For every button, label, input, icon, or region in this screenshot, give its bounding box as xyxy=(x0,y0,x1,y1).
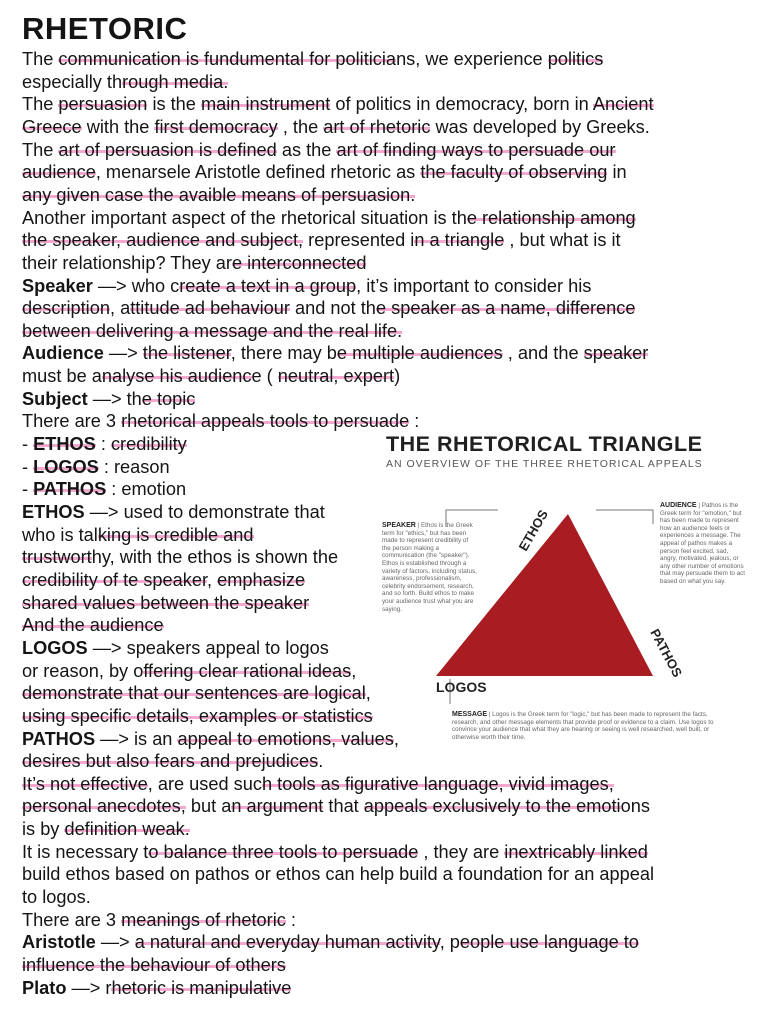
audience-description xyxy=(660,502,746,586)
highlighted-text: credibility xyxy=(110,434,187,455)
text-line xyxy=(22,705,373,727)
text-segment: - xyxy=(22,434,34,455)
text-segment: : xyxy=(409,411,420,432)
highlighted-text: inextricably linked xyxy=(504,841,648,862)
text-segment: , are used suc xyxy=(147,773,262,794)
text-segment: : reason xyxy=(98,456,170,477)
highlighted-text: rhetorical appeals tools to persuade xyxy=(121,411,410,432)
highlighted-text: e interconnected xyxy=(231,252,367,273)
bold-term: ETHOS xyxy=(22,502,85,522)
highlighted-text: ffering clear rational ideas xyxy=(143,660,352,681)
text-line xyxy=(22,682,371,704)
text-line xyxy=(22,275,591,297)
highlighted-text: It’s not effective xyxy=(22,773,148,794)
ethos-side-label: ETHOS xyxy=(515,507,551,554)
text-segment: , it’s important to consider his xyxy=(356,275,592,296)
highlighted-text: speaker xyxy=(583,343,649,364)
highlighted-text: rough media. xyxy=(122,71,229,92)
highlighted-text: Ancient xyxy=(592,94,654,115)
bold-term: Speaker xyxy=(22,275,93,296)
text-line xyxy=(22,93,654,115)
bold-term: Plato xyxy=(22,977,67,998)
highlighted-text: using specific details, examples or statistics xyxy=(22,705,373,726)
message-description xyxy=(452,711,714,741)
text-line xyxy=(22,637,329,659)
text-line xyxy=(22,863,654,885)
highlighted-text: desires but also fears and prejudices xyxy=(22,751,319,772)
highlighted-text: description xyxy=(22,298,110,319)
text-line xyxy=(22,320,402,342)
text-line xyxy=(22,886,91,908)
text-line xyxy=(22,388,195,410)
highlighted-text: o balance three tools to persuade xyxy=(148,841,419,862)
text-segment: Another important aspect of the rhetorical situation is th xyxy=(22,207,467,228)
text-line xyxy=(22,931,639,953)
highlighted-text: a natural and everyday human activity xyxy=(134,932,440,953)
text-line xyxy=(22,478,186,500)
highlighted-text: main instrument xyxy=(200,94,331,115)
text-segment: : xyxy=(285,909,296,930)
text-line xyxy=(22,297,635,319)
text-line xyxy=(22,909,296,931)
bold-term: PATHOS xyxy=(22,728,96,749)
text-segment: , xyxy=(393,728,399,749)
text-segment: hy, with the ethos is shown the xyxy=(91,547,339,568)
text-segment: The xyxy=(22,94,59,115)
highlighted-text: king is credible and xyxy=(97,524,254,545)
text-line xyxy=(22,501,325,523)
text-segment: —> th xyxy=(87,388,142,409)
highlighted-text: demonstrate that our sentences are logical xyxy=(22,683,366,704)
highlighted-text: audience xyxy=(22,162,96,183)
highlighted-text: reate a text in a group xyxy=(179,275,357,296)
audience-text: | Pathos is the Greek term for "emotion," but has been made to represent how an audience feels or experiences a message. The appeal of pathos makes a person feel excited, sad, angry, motivated, jealous, or any other number of emotions that may persuade them to act based on what you say. xyxy=(660,502,746,585)
message-heading: MESSAGE xyxy=(452,711,488,718)
bold-term: Aristotle xyxy=(22,932,96,953)
text-segment: their relationship? They ar xyxy=(22,252,232,273)
highlighted-text: trustwort xyxy=(22,547,92,568)
text-segment: - xyxy=(22,456,34,477)
speaker-heading: SPEAKER xyxy=(382,522,416,529)
pathos-side-label: PATHOS xyxy=(647,626,686,680)
text-segment: The xyxy=(22,139,59,160)
text-line xyxy=(22,71,228,93)
text-segment: who is tal xyxy=(22,524,98,545)
text-segment: : emotion xyxy=(106,479,187,500)
highlighted-text: emphasize xyxy=(217,569,306,590)
highlighted-text: eople use language to xyxy=(459,932,639,953)
text-segment: , the xyxy=(277,116,324,137)
text-segment: must be a xyxy=(22,366,102,387)
highlighted-text: first democracy xyxy=(154,116,278,137)
text-segment: . xyxy=(318,751,324,772)
bold-term: Audience xyxy=(22,343,104,364)
text-line xyxy=(22,660,356,682)
text-segment: that xyxy=(323,796,364,817)
text-segment: , xyxy=(207,569,218,590)
text-segment: of politics in democracy, born in xyxy=(330,94,593,115)
highlighted-text: communication is fundumental for politicia xyxy=(58,49,397,69)
text-line xyxy=(22,841,648,863)
text-segment: —> r xyxy=(66,977,112,998)
highlighted-text: any given case the avaible means of persuasion. xyxy=(22,184,416,205)
highlighted-text: ttitude ad behaviour xyxy=(130,298,290,319)
text-segment: , a xyxy=(109,298,131,319)
text-segment: in xyxy=(607,162,627,183)
text-segment: ons xyxy=(620,796,650,817)
bold-term: LOGOS xyxy=(33,456,99,477)
text-line xyxy=(22,592,309,614)
text-segment: , p xyxy=(439,932,460,953)
highlighted-text: appeals exclusively to the emoti xyxy=(363,796,621,817)
text-segment: or reason, by o xyxy=(22,660,144,681)
text-segment: - xyxy=(22,479,34,500)
highlighted-text: the faculty of observing xyxy=(420,162,608,183)
highlighted-text: politics xyxy=(547,49,604,69)
highlighted-text: e relationship among xyxy=(466,207,636,228)
text-segment: , menarsele Aristotle defined rhetoric as xyxy=(95,162,421,183)
highlighted-text: And the audience xyxy=(22,615,164,636)
highlighted-text: art of finding ways to persuade our xyxy=(336,139,616,160)
text-line xyxy=(22,48,603,70)
text-line xyxy=(22,546,338,568)
highlighted-text: appeal to emotions, values xyxy=(177,728,394,749)
text-segment: ns, we experience xyxy=(396,49,548,69)
highlighted-text: personal anecdotes, xyxy=(22,796,186,817)
audience-connector-line xyxy=(596,510,653,524)
text-segment: , they are xyxy=(418,841,505,862)
text-segment: was developed by Greeks. xyxy=(430,116,650,137)
text-line xyxy=(22,977,291,999)
highlighted-text: e multiple audiences xyxy=(336,343,503,364)
text-segment: e ( xyxy=(251,366,278,387)
text-segment: —> used to demonstrate that xyxy=(84,502,325,522)
highlighted-text: influence the behaviour of others xyxy=(22,955,286,975)
text-segment: but a xyxy=(185,796,232,817)
highlighted-text: Greece xyxy=(22,116,82,137)
text-line xyxy=(22,433,187,455)
bold-term: ETHOS xyxy=(33,434,96,455)
bold-term: PATHOS xyxy=(33,479,107,500)
text-segment: , there may b xyxy=(230,343,337,364)
text-segment: ) xyxy=(394,366,401,387)
text-line xyxy=(22,184,415,206)
audience-heading: AUDIENCE xyxy=(660,502,697,509)
text-line xyxy=(22,207,636,229)
infographic-title: THE RHETORICAL TRIANGLE xyxy=(386,432,703,456)
text-segment: especially th xyxy=(22,71,123,92)
text-segment: The xyxy=(22,49,59,69)
text-line xyxy=(22,524,254,546)
text-segment: , and the xyxy=(502,343,584,364)
highlighted-text: e speaker as a name, difference xyxy=(375,298,636,319)
text-line xyxy=(22,252,366,274)
highlighted-text: neutral, expert xyxy=(277,366,395,387)
message-text: | Logos is the Greek term for "logic," but has been made to represent the facts, research, and other message elements that provide proof or evidence to a claim. Use logos to convince your audience that what they are hearing or seeing is well researched, well built, or otherwise worth their time. xyxy=(452,711,714,741)
bold-term: LOGOS xyxy=(22,637,88,658)
bold-term: Subject xyxy=(22,388,88,409)
text-segment: : xyxy=(95,434,111,455)
text-segment: is by xyxy=(22,819,65,840)
highlighted-text: art of persuasion is defined xyxy=(58,139,277,160)
text-segment: build ethos based on pathos or ethos can help build a foundation for an appeal xyxy=(22,864,654,885)
text-segment: to logos. xyxy=(22,887,91,908)
highlighted-text: shared values between the speaker xyxy=(22,592,310,613)
highlighted-text: definition weak. xyxy=(64,819,190,840)
text-line xyxy=(22,773,614,795)
text-line xyxy=(22,614,164,636)
infographic-subtitle: AN OVERVIEW OF THE THREE RHETORICAL APPEALS xyxy=(386,458,703,470)
speaker-text: | Ethos is the Greek term for "ethics," but has been made to represent credibility of the person making a communication (the "speaker"). Ethos is established through a variety of factors, including status, awareness, professionalism, celebrity endorsement, research, and so forth. Build ethos to make your audience trust what you are saying. xyxy=(382,522,477,613)
highlighted-text: meanings of rhetoric xyxy=(121,909,286,930)
text-segment: as the xyxy=(276,139,337,160)
highlighted-text: the speaker, audience and subject, xyxy=(22,230,304,251)
text-segment: is the xyxy=(147,94,201,115)
text-segment: —> is an xyxy=(95,728,178,749)
text-line xyxy=(22,342,648,364)
highlighted-text: nalyse his audienc xyxy=(101,366,252,387)
text-line xyxy=(22,116,650,138)
highlighted-text: n argument xyxy=(231,796,324,817)
highlighted-text: between delivering a message and the real life. xyxy=(22,320,403,341)
text-line xyxy=(22,818,190,840)
text-segment: , xyxy=(365,683,371,704)
text-line xyxy=(22,410,419,432)
text-line xyxy=(22,569,305,591)
highlighted-text: e topic xyxy=(141,388,196,409)
text-line xyxy=(22,750,323,772)
logos-corner-label: LOGOS xyxy=(436,679,487,695)
text-segment: represented i xyxy=(303,230,415,251)
highlighted-text: credibility of te speaker xyxy=(22,569,208,590)
text-line xyxy=(22,728,399,750)
text-line xyxy=(22,456,170,478)
text-segment: , but what is it xyxy=(504,230,621,251)
highlighted-text: persuasion xyxy=(58,94,148,115)
text-segment: —> xyxy=(103,343,143,364)
text-segment: There are 3 xyxy=(22,909,122,930)
text-segment: There are 3 xyxy=(22,411,122,432)
text-line xyxy=(22,795,650,817)
highlighted-text: art of rhetoric xyxy=(323,116,431,137)
text-segment: It is necessary t xyxy=(22,841,149,862)
text-line xyxy=(22,161,627,183)
text-segment: —> speakers appeal to logos xyxy=(87,637,329,658)
speaker-description xyxy=(382,522,478,613)
text-segment: and not th xyxy=(289,298,376,319)
document-title: RHETORIC xyxy=(22,11,188,46)
text-line xyxy=(22,954,286,976)
text-segment: —> who c xyxy=(92,275,180,296)
text-line xyxy=(22,229,621,251)
text-segment: —> xyxy=(95,932,135,953)
rhetorical-triangle-infographic xyxy=(378,432,750,762)
text-segment: with the xyxy=(81,116,155,137)
highlighted-text: the listener xyxy=(142,343,231,364)
text-line xyxy=(22,139,616,161)
text-line xyxy=(22,365,400,387)
text-segment: , xyxy=(351,660,357,681)
highlighted-text: hetoric is manipulative xyxy=(111,977,292,998)
highlighted-text: n a triangle xyxy=(414,230,505,251)
highlighted-text: h tools as figurative language, vivid images, xyxy=(261,773,614,794)
